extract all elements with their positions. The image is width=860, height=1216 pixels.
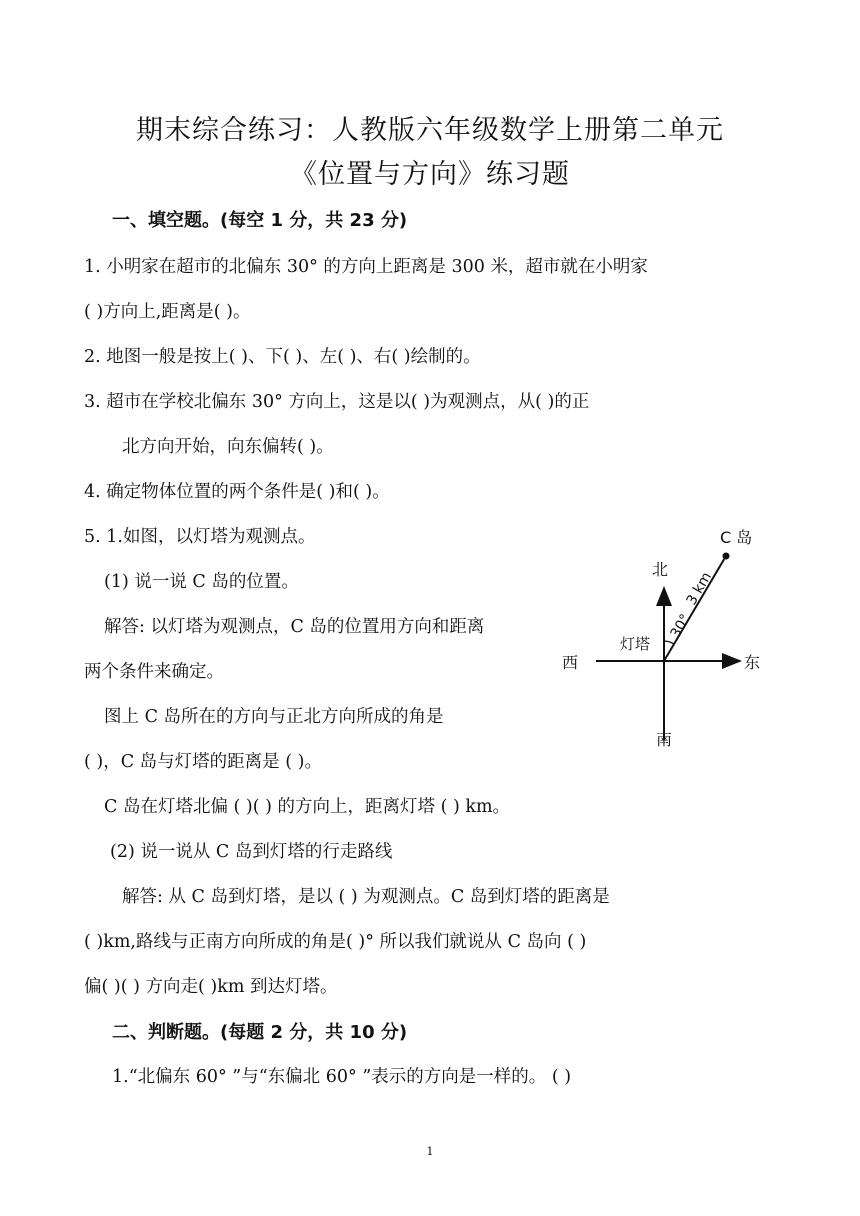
page-title-line1: 期末综合练习：人教版六年级数学上册第二单元 — [136, 115, 724, 146]
island-point — [723, 553, 730, 560]
island-direction-line — [664, 556, 726, 661]
answer-1-line1: 解答: 以灯塔为观测点，C 岛的位置用方向和距离 — [104, 617, 485, 637]
angle-label: 30° — [667, 611, 694, 641]
answer-1-line2: 两个条件来确定。 — [84, 662, 224, 682]
question-3-line2: 北方向开始，向东偏转( )。 — [122, 437, 334, 457]
north-label: 北 — [652, 560, 669, 579]
section2-heading: 二、判断题。(每题 2 分，共 10 分) — [112, 1022, 408, 1043]
island-label: C 岛 — [720, 528, 753, 547]
question-1-line2: ( )方向上,距离是( )。 — [84, 302, 251, 322]
answer-1-line4: ( )，C 岛与灯塔的距离是 ( )。 — [84, 752, 322, 772]
question-1-line1: 1. 小明家在超市的北偏东 30° 的方向上距离是 300 米，超市就在小明家 — [84, 257, 648, 277]
answer-2-line3: 偏( )( ) 方向走( )km 到达灯塔。 — [84, 977, 338, 997]
question-5-part1: (1) 说一说 C 岛的位置。 — [104, 572, 299, 592]
east-label: 东 — [744, 653, 761, 672]
distance-label: 3 km — [683, 569, 716, 608]
answer-2-line1: 解答: 从 C 岛到灯塔，是以 ( ) 为观测点。C 岛到灯塔的距离是 — [122, 887, 610, 907]
question-2: 2. 地图一般是按上( )、下( )、左( )、右( )绘制的。 — [84, 347, 481, 367]
answer-1-line5: C 岛在灯塔北偏 ( )( ) 的方向上，距离灯塔 ( ) km。 — [104, 797, 511, 817]
page-number: 1 — [426, 1145, 434, 1158]
answer-1-line3: 图上 C 岛所在的方向与正北方向所成的角是 — [104, 707, 444, 727]
section1-heading: 一、填空题。(每空 1 分，共 23 分) — [112, 210, 408, 231]
direction-diagram — [560, 518, 780, 758]
angle-arc — [664, 641, 674, 644]
judge-question-1: 1.“北偏东 60° ”与“东偏北 60° ”表示的方向是一样的。 ( ) — [112, 1067, 572, 1087]
lighthouse-label: 灯塔 — [620, 635, 651, 653]
question-5-part2: (2) 说一说从 C 岛到灯塔的行走路线 — [110, 842, 393, 862]
west-label: 西 — [562, 653, 579, 672]
page-title-line2: 《位置与方向》练习题 — [290, 159, 570, 190]
question-4: 4. 确定物体位置的两个条件是( )和( )。 — [84, 482, 390, 502]
south-label: 南 — [656, 730, 673, 749]
answer-2-line2: ( )km,路线与正南方向所成的角是( )° 所以我们就说从 C 岛向 ( ) — [84, 932, 587, 952]
question-3-line1: 3. 超市在学校北偏东 30° 方向上，这是以( )为观测点，从( )的正 — [84, 392, 590, 412]
question-5: 5. 1.如图，以灯塔为观测点。 — [84, 527, 316, 547]
